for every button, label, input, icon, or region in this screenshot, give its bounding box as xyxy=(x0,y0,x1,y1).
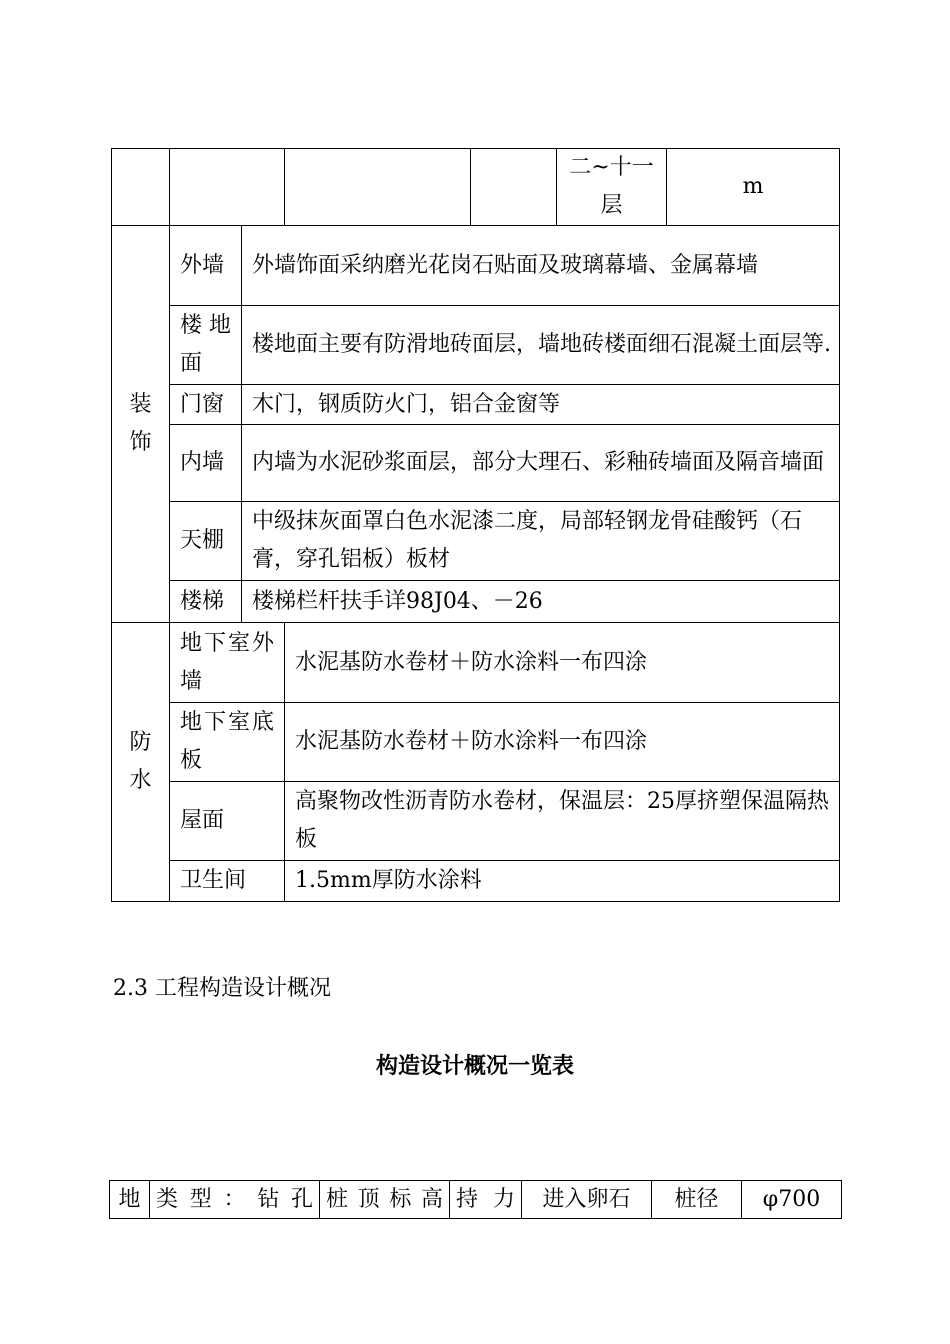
row-label: 门窗 xyxy=(170,385,242,425)
table-row xyxy=(112,385,840,425)
row-value: 木门，钢质防火门，铝合金窗等 xyxy=(242,385,840,425)
empty-cell xyxy=(170,149,285,226)
row-value: 水泥基防水卷材＋防水涂料一布四涂 xyxy=(285,703,840,782)
table-row xyxy=(112,581,840,623)
row-label: 卫生间 xyxy=(170,861,285,902)
table-row xyxy=(112,306,840,385)
row-value: 水泥基防水卷材＋防水涂料一布四涂 xyxy=(285,623,840,703)
table-cell: 持力 xyxy=(450,1181,522,1219)
table-row xyxy=(112,226,840,306)
row-value: 楼梯栏杆扶手详98J04、－26 xyxy=(242,581,840,623)
floor-range-cell: 二~十一层 xyxy=(557,149,667,226)
table-row xyxy=(112,502,840,581)
table-row xyxy=(112,703,840,782)
row-label: 地下室底板 xyxy=(170,703,285,782)
row-label: 地下室外墙 xyxy=(170,623,285,703)
table-cell: 地 xyxy=(110,1181,150,1219)
empty-cell xyxy=(112,149,170,226)
table-row xyxy=(112,425,840,502)
table-row xyxy=(112,861,840,902)
row-value: 1.5mm厚防水涂料 xyxy=(285,861,840,902)
row-label: 天棚 xyxy=(170,502,242,581)
table-row xyxy=(110,1181,842,1219)
table-cell: φ700 xyxy=(742,1181,842,1219)
row-label: 屋面 xyxy=(170,782,285,861)
structure-table xyxy=(109,1180,842,1219)
row-value: 楼地面主要有防滑地砖面层，墙地砖楼面细石混凝土面层等. xyxy=(242,306,840,385)
unit-cell: m xyxy=(667,149,840,226)
materials-table xyxy=(111,148,840,902)
row-value: 中级抹灰面罩白色水泥漆二度，局部轻钢龙骨硅酸钙（石膏，穿孔铝板）板材 xyxy=(242,502,840,581)
table-cell: 进入卵石 xyxy=(522,1181,652,1219)
row-value: 外墙饰面采纳磨光花岗石贴面及玻璃幕墙、金属幕墙 xyxy=(242,226,840,306)
table-row xyxy=(112,782,840,861)
empty-cell xyxy=(285,149,471,226)
table-cell: 桩顶标高 xyxy=(320,1181,450,1219)
row-label: 楼地面 xyxy=(170,306,242,385)
decoration-group-label: 装饰 xyxy=(112,226,170,623)
row-label: 内墙 xyxy=(170,425,242,502)
row-value: 内墙为水泥砂浆面层，部分大理石、彩釉砖墙面及隔音墙面 xyxy=(242,425,840,502)
empty-cell xyxy=(471,149,557,226)
row-label: 外墙 xyxy=(170,226,242,306)
row-label: 楼梯 xyxy=(170,581,242,623)
row-value: 高聚物改性沥青防水卷材，保温层：25厚挤塑保温隔热板 xyxy=(285,782,840,861)
table-cell: 类型：钻孔 xyxy=(150,1181,320,1219)
table-row-continued xyxy=(112,149,840,226)
section-heading: 2.3 工程构造设计概况 xyxy=(113,976,331,1001)
waterproof-group-label: 防水 xyxy=(112,623,170,902)
table-row xyxy=(112,623,840,703)
table-cell: 桩径 xyxy=(652,1181,742,1219)
table-title: 构造设计概况一览表 xyxy=(375,1054,574,1079)
